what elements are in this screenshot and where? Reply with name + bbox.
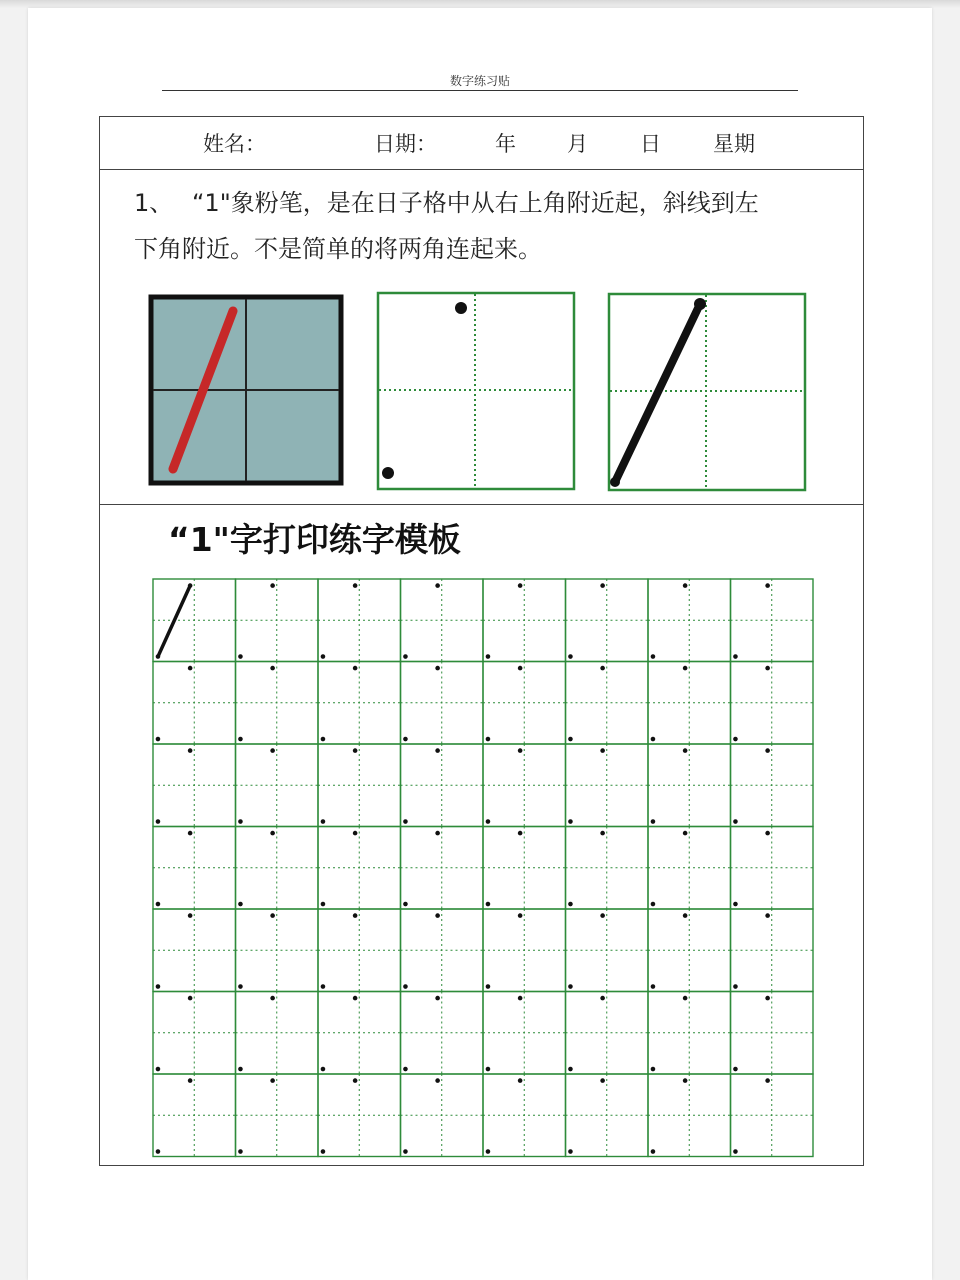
grid-end-dot [403, 1067, 408, 1072]
year-label: 年 [495, 132, 516, 156]
grid-end-dot [651, 1067, 656, 1072]
grid-start-dot [683, 583, 688, 588]
grid-start-dot [518, 831, 523, 836]
grid-end-dot [651, 819, 656, 824]
grid-start-dot [765, 913, 770, 918]
grid-end-dot [568, 1067, 573, 1072]
grid-end-dot [321, 654, 326, 659]
grid-end-dot [568, 654, 573, 659]
grid-start-dot [353, 913, 358, 918]
grid-start-dot [765, 1078, 770, 1083]
practice-grid [150, 577, 816, 1159]
grid-end-dot [651, 902, 656, 907]
grid-end-dot [486, 902, 491, 907]
grid-end-dot [403, 819, 408, 824]
name-label: 姓名： [203, 132, 266, 156]
grid-start-dot [270, 831, 275, 836]
date-label: 日期： [374, 132, 437, 156]
page-header-title: 数字练习贴 [449, 74, 510, 88]
weekday-label: 星期 [713, 132, 755, 156]
demo-box-filled [148, 293, 346, 489]
top-shadow [0, 0, 960, 8]
grid-start-dot [435, 748, 440, 753]
grid-start-dot [683, 748, 688, 753]
grid-end-dot [321, 1067, 326, 1072]
grid-end-dot [733, 1149, 738, 1154]
info-row [99, 116, 864, 170]
grid-end-dot [238, 1149, 243, 1154]
grid-end-dot [321, 737, 326, 742]
instruction-line-2: 下角附近。不是简单的将两角连起来。 [134, 235, 542, 263]
grid-end-dot [651, 654, 656, 659]
grid-start-dot [683, 1078, 688, 1083]
start-dot [455, 302, 467, 314]
grid-end-dot [403, 1149, 408, 1154]
grid-start-dot [188, 748, 193, 753]
grid-start-dot [353, 996, 358, 1001]
grid-start-dot [765, 996, 770, 1001]
demo-stroke-end-dot [610, 477, 620, 487]
grid-end-dot [156, 902, 161, 907]
grid-end-dot [568, 819, 573, 824]
grid-start-dot [518, 748, 523, 753]
grid-start-dot [353, 748, 358, 753]
demo-box-stroke [607, 292, 807, 492]
demo-stroke-start-dot [694, 298, 706, 310]
grid-start-dot [518, 583, 523, 588]
instruction-number: 1、 [134, 189, 174, 217]
traced-stroke [158, 586, 190, 657]
grid-end-dot [733, 984, 738, 989]
grid-end-dot [321, 1149, 326, 1154]
grid-end-dot [486, 819, 491, 824]
grid-start-dot [683, 831, 688, 836]
end-dot [382, 467, 394, 479]
grid-start-dot [435, 1078, 440, 1083]
grid-end-dot [486, 737, 491, 742]
grid-start-dot [683, 996, 688, 1001]
grid-start-dot [518, 996, 523, 1001]
grid-start-dot [435, 583, 440, 588]
instruction-line-1: “1"象粉笔，是在日子格中从右上角附近起，斜线到左 [192, 189, 759, 217]
month-label: 月 [567, 132, 588, 156]
grid-start-dot [435, 913, 440, 918]
instruction-text [134, 180, 844, 272]
grid-start-dot [353, 666, 358, 671]
grid-end-dot [651, 984, 656, 989]
grid-end-dot [321, 984, 326, 989]
grid-end-dot [733, 1067, 738, 1072]
grid-end-dot [403, 737, 408, 742]
grid-end-dot [238, 737, 243, 742]
grid-start-dot [600, 583, 605, 588]
grid-start-dot [270, 748, 275, 753]
grid-end-dot [733, 819, 738, 824]
grid-end-dot [238, 654, 243, 659]
grid-start-dot [188, 831, 193, 836]
grid-start-dot [435, 666, 440, 671]
grid-start-dot [765, 666, 770, 671]
grid-start-dot [270, 996, 275, 1001]
grid-end-dot [156, 984, 161, 989]
grid-end-dot [403, 654, 408, 659]
grid-end-dot [568, 984, 573, 989]
grid-end-dot [403, 984, 408, 989]
grid-start-dot [188, 1078, 193, 1083]
grid-start-dot [765, 748, 770, 753]
grid-start-dot [518, 1078, 523, 1083]
grid-end-dot [321, 819, 326, 824]
grid-start-dot [765, 831, 770, 836]
grid-end-dot [486, 1067, 491, 1072]
grid-start-dot [600, 1078, 605, 1083]
grid-start-dot [353, 831, 358, 836]
grid-start-dot [765, 583, 770, 588]
section-divider [99, 504, 864, 505]
grid-end-dot [568, 1149, 573, 1154]
grid-start-dot [600, 748, 605, 753]
grid-end-dot [156, 1149, 161, 1154]
grid-start-dot [683, 913, 688, 918]
grid-end-dot [568, 902, 573, 907]
grid-start-dot [188, 666, 193, 671]
day-label: 日 [640, 132, 661, 156]
grid-start-dot [270, 666, 275, 671]
header-rule [162, 90, 798, 91]
grid-end-dot [733, 902, 738, 907]
demo-box-dots [376, 291, 576, 491]
grid-end-dot [733, 654, 738, 659]
grid-end-dot [238, 1067, 243, 1072]
grid-start-dot [518, 913, 523, 918]
grid-start-dot [270, 1078, 275, 1083]
grid-start-dot [435, 831, 440, 836]
grid-start-dot [270, 913, 275, 918]
grid-start-dot [600, 913, 605, 918]
grid-start-dot [353, 1078, 358, 1083]
grid-end-dot [238, 902, 243, 907]
grid-end-dot [156, 737, 161, 742]
template-title: “1"字打印练字模板 [168, 520, 461, 559]
grid-end-dot [568, 737, 573, 742]
grid-end-dot [651, 737, 656, 742]
grid-start-dot [435, 996, 440, 1001]
grid-end-dot [156, 819, 161, 824]
grid-end-dot [486, 1149, 491, 1154]
grid-start-dot [353, 583, 358, 588]
grid-end-dot [733, 737, 738, 742]
grid-end-dot [238, 819, 243, 824]
grid-start-dot [600, 996, 605, 1001]
grid-start-dot [188, 996, 193, 1001]
grid-end-dot [156, 654, 161, 659]
grid-start-dot [518, 666, 523, 671]
grid-start-dot [600, 831, 605, 836]
grid-end-dot [486, 984, 491, 989]
grid-start-dot [188, 913, 193, 918]
grid-end-dot [486, 654, 491, 659]
grid-end-dot [403, 902, 408, 907]
grid-end-dot [651, 1149, 656, 1154]
grid-start-dot [683, 666, 688, 671]
grid-start-dot [188, 583, 193, 588]
grid-start-dot [270, 583, 275, 588]
grid-start-dot [600, 666, 605, 671]
grid-end-dot [321, 902, 326, 907]
grid-end-dot [156, 1067, 161, 1072]
grid-end-dot [238, 984, 243, 989]
